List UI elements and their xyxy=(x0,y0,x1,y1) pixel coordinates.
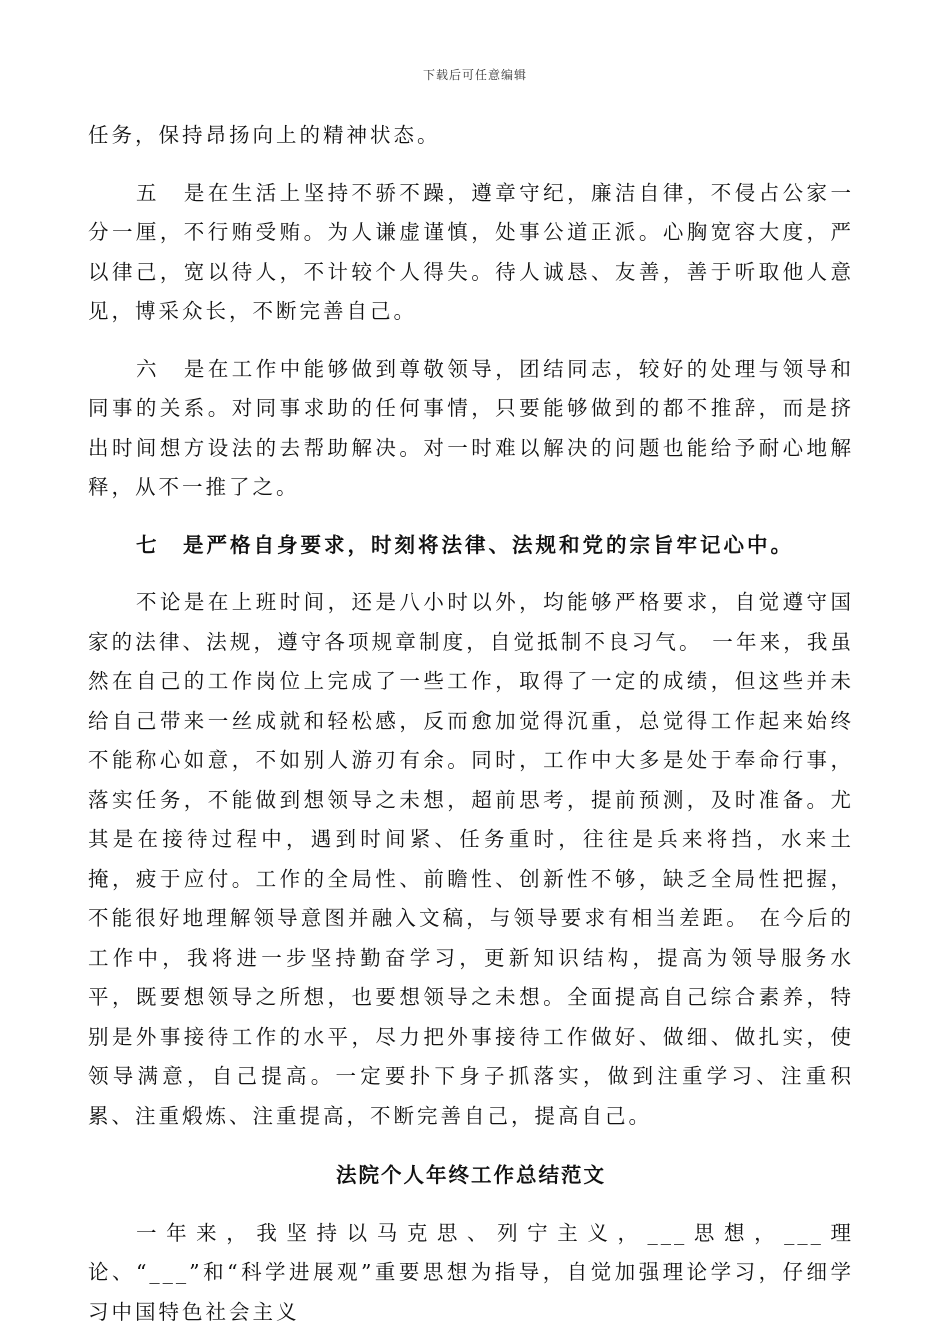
document-body xyxy=(88,116,854,1332)
paragraph-new-section: 一年来，我坚持以马克思、列宁主义，___思想，___理论、“___”和“科学进展观”重要思想为指导，自觉加强理论学习，仔细学习中国特色社会主义 xyxy=(88,1220,854,1324)
paragraph-point-five: 五 是在生活上坚持不骄不躁，遵章守纪，廉洁自律，不侵占公家一分一厘，不行贿受贿。为人谦虚谨慎，处事公道正派。心胸宽容大度，严以律己，宽以待人，不计较个人得失。待人诚恳、友善，善于听取他人意见，博采众长，不断完善自己。 xyxy=(88,180,854,323)
section-title: 法院个人年终工作总结范文 xyxy=(336,1163,606,1187)
paragraph-point-seven-body: 不论是在上班时间，还是八小时以外，均能够严格要求，自觉遵守国家的法律、法规，遵守各项规章制度，自觉抵制不良习气。 一年来，我虽然在自己的工作岗位上完成了一些工作，取得了一定的成绩，但这些并未给自己带来一丝成就和轻松感，反而愈加觉得沉重，总觉得工作起来始终不能称心如意，不如别人游刃有余。同时，工作中大多是处于奉命行事，落实任务，不能做到想领导之未想，超前思考，提前预测，及时准备。尤其是在接待过程中，遇到时间紧、任务重时，往往是兵来将挡，水来土掩，疲于应付。工作的全局性、前瞻性、创新性不够，缺乏全局性把握，不能很好地理解领导意图并融入文稿，与领导要求有相当差距。 在今后的工作中，我将进一步坚持勤奋学习，更新知识结构，提高为领导服务水平，既要想领导之所想，也要想领导之未想。全面提高自己综合素养，特别是外事接待工作的水平，尽力把外事接待工作做好、做细、做扎实，使领导满意，自己提高。一定要扑下身子抓落实，做到注重学习、注重积累、注重煅炼、注重提高，不断完善自己，提高自己。 xyxy=(88,590,854,1128)
heading-point-seven: 七 是严格自身要求，时刻将法律、法规和党的宗旨牢记心中。 xyxy=(136,532,794,557)
page-header: 下载后可任意编辑 xyxy=(422,68,527,82)
paragraph-continuation: 任务，保持昂扬向上的精神状态。 xyxy=(88,123,441,147)
paragraph-point-six: 六 是在工作中能够做到尊敬领导，团结同志，较好的处理与领导和同事的关系。对同事求助的任何事情，只要能够做到的都不推辞，而是挤出时间想方设法的去帮助解决。对一时难以解决的问题也能给予耐心地解释，从不一推了之。 xyxy=(88,356,854,499)
